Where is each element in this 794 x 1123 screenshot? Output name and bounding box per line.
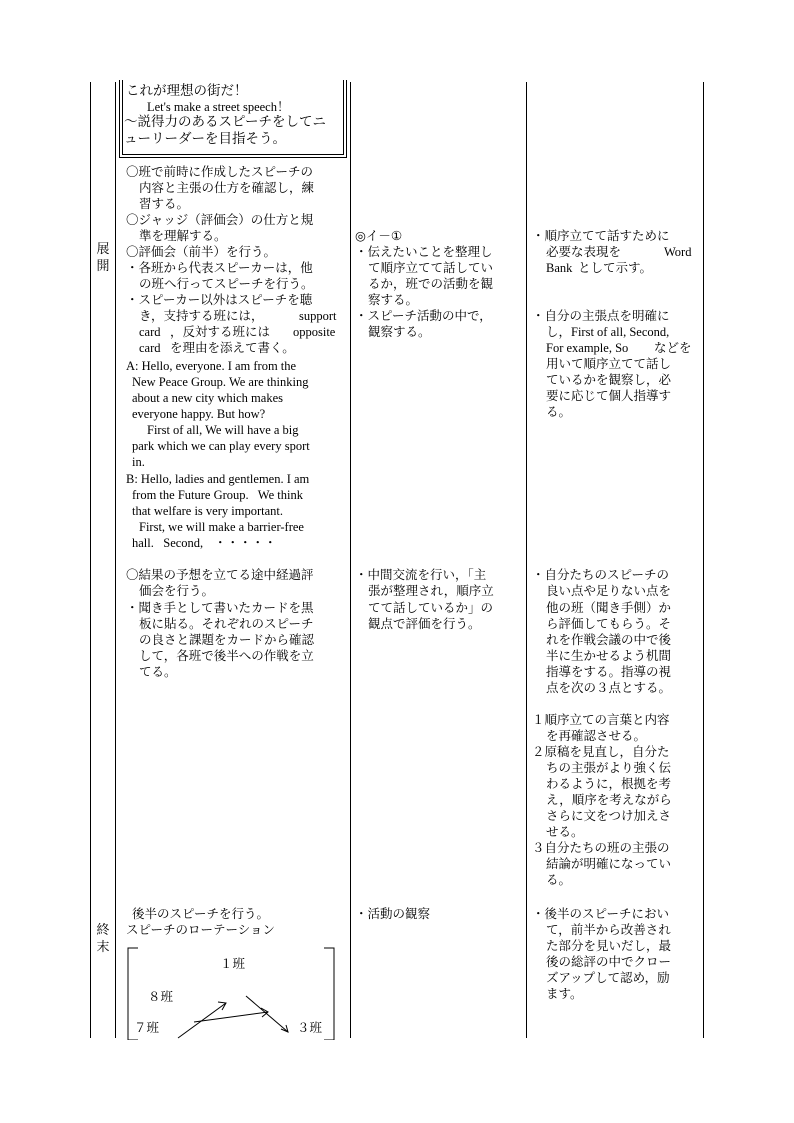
support-b-line-2: し，First of all, Second, [546,325,670,339]
support-e-line-2: て，前半から改善され [546,922,671,937]
support-c-line-2: 良い点や足りない点を [546,583,672,598]
stage-label-tenkai: 展 開 [96,242,110,274]
support-b-line-6: 要に応じて個人指導す [546,388,672,403]
support-d-line-1: １順序立ての言葉と内容 [532,712,670,727]
rotation-group-3: ３班 [297,1020,323,1035]
activity-d-line-2: の班へ行ってスピーチを行う。 [139,276,314,291]
activity-g-line-5: てる。 [139,664,177,679]
speech-b-line-5: hall. Second, [132,536,204,550]
speech-a-line-5: First of all, We will have a big [147,423,299,437]
speech-a-line-6: park which we can play every sport [132,439,310,453]
activity-h-line-2: スピーチのローテーション [126,922,276,937]
activity-e-line-2: き，支持する班には， [139,308,264,323]
support-d-line-9: ３自分たちの班の主張の [532,840,670,855]
table-divider-col2 [526,82,527,1038]
title-line-3: ～説得力のあるスピーチをしてニ [124,114,326,130]
activity-g-line-2: 板に貼る。それぞれのスピーチ [139,616,314,631]
activity-e-card-2: card [139,341,161,355]
support-e-line-5: ズアップして認め，励 [546,970,670,985]
activity-f-line-2: 価会を行う。 [139,583,215,598]
support-c-line-4: ら評価してもらう。そ [546,616,672,631]
support-a-bank: Bank [546,261,573,275]
activity-e-line-4: を理由を添えて書く。 [170,340,295,355]
activity-b-line-2: 準を理解する。 [139,228,227,243]
eval-a-line-2: て順序立てて話してい [368,260,494,275]
support-a-line-2: 必要な表現を [546,244,622,259]
stage-label-shumatsu: 終 末 [96,923,110,955]
speech-a-line-1: A: Hello, everyone. I am from the [126,359,297,373]
table-divider-stage [115,82,116,1038]
speech-b-line-1: B: Hello, ladies and gentlemen. I am [126,472,310,486]
support-e-line-6: ます。 [546,986,583,1001]
support-e-line-4: 後の総評の中でクロー [546,954,672,969]
speech-a-line-2: New Peace Group. We are thinking [132,375,309,389]
support-a-word: Word [664,245,692,259]
activity-a-line-1: 〇班で前時に作成したスピーチの [126,164,314,179]
support-c-line-3: 他の班（聞き手側）か [546,600,672,615]
support-d-line-10: 結論が明確になってい [546,856,672,871]
support-d-line-3: ２原稿を見直し，自分た [532,744,670,759]
rotation-bracket-right [324,948,334,1040]
eval-a-line-1: ・伝えたいことを整理し [355,244,493,259]
table-border-left [90,82,91,1038]
activity-e-card-1: card [139,325,161,339]
support-b-line-7: る。 [546,404,572,419]
speech-a-line-3: about a new city which makes [132,391,283,405]
activity-g-line-4: して，各班で後半への作戦を立 [139,648,314,663]
support-b-line-1: ・自分の主張点を明確に [532,308,670,323]
support-a-line-1: ・順序立てて話すために [532,228,670,243]
support-d-line-7: さらに文をつけ加えさ [546,808,672,823]
rotation-arrow-line-2 [194,1012,268,1022]
support-c-line-8: 点を次の３点とする。 [546,680,672,695]
support-b-line-4: 用いて順序立てて話し [546,356,672,371]
eval-a-line-4: 察する。 [368,292,419,307]
speech-b-line-2: from the Future Group. We think [132,488,303,502]
activity-e-support: support [299,309,337,323]
support-e-line-3: た部分を見いだし，最 [546,938,672,953]
support-d-line-6: え，順序を考えながら [546,792,672,807]
activity-c-line-1: 〇評価会（前半）を行う。 [126,244,277,259]
table-divider-col1 [350,82,351,1038]
rotation-group-7: ７班 [134,1020,160,1035]
eval-b-line-2: 観察する。 [368,324,431,339]
title-line-1: これが理想の街だ！ [126,83,248,99]
speech-b-line-3: that welfare is very important. [132,504,283,518]
support-a-line-3: として示す。 [578,260,653,275]
activity-a-line-3: 習する。 [139,196,190,211]
activity-e-line-3: ，反対する班には [170,324,271,339]
support-c-line-5: れを作戦会議の中で後 [546,632,672,647]
title-line-4: ューリーダーを目指そう。 [124,131,286,147]
support-c-line-7: 指導をする。指導の視 [546,664,672,679]
eval-c-line-3: てて話しているか」の [368,600,494,615]
eval-b-line-1: ・スピーチ活動の中で， [355,308,492,323]
support-d-line-8: せる。 [546,824,584,839]
support-d-line-2: を再確認させる。 [546,728,647,743]
support-b-line-3a: For example, So [546,341,629,355]
support-d-line-4: ちの主張がより強く伝 [546,760,672,775]
activity-d-line-1: ・各班から代表スピーカーは，他 [126,260,313,275]
support-d-line-11: る。 [546,872,572,887]
support-b-line-5: ているかを観察し，必 [546,372,672,387]
speech-b-ellipsis: ・・・・・ [214,535,277,550]
support-c-line-1: ・自分たちのスピーチの [532,567,670,582]
eval-a-line-3: るか，班での活動を観 [368,276,494,291]
rotation-group-8: ８班 [148,989,174,1004]
table-border-right [703,82,704,1038]
title-line-2: Let's make a street speech！ [147,100,290,114]
activity-g-line-1: ・聞き手として書いたカードを黒 [126,600,314,615]
activity-b-line-1: 〇ジャッジ（評価会）の仕方と規 [126,212,314,227]
eval-c-line-4: 観点で評価を行う。 [368,616,481,631]
eval-d-line-1: ・活動の観察 [355,906,431,921]
speech-a-line-7: in. [132,455,145,469]
activity-f-line-1: 〇結果の予想を立てる途中経過評 [126,567,314,582]
activity-g-line-3: の良さと課題をカードから確認 [139,632,315,647]
eval-c-line-1: ・中間交流を行い，「主 [355,567,487,582]
support-c-line-6: 半に生かせるよう机間 [546,648,672,663]
activity-e-line-1: ・スピーカー以外はスピーチを聴 [126,292,313,307]
eval-c-line-2: 張が整理され，順序立 [368,583,494,598]
speech-a-line-4: everyone happy. But how? [132,407,266,421]
speech-b-line-4: First, we will make a barrier-free [139,520,304,534]
activity-e-opposite: opposite [293,325,336,339]
support-d-line-5: わるように，根拠を考 [546,776,672,791]
support-b-line-3b: などを [654,340,692,355]
eval-a-label: ◎イ－① [355,228,403,243]
activity-h-line-1: 後半のスピーチを行う。 [132,906,270,921]
rotation-group-1: １班 [220,956,246,971]
activity-a-line-2: 内容と主張の仕方を確認し，練 [139,180,315,195]
support-e-line-1: ・後半のスピーチにおい [532,906,670,921]
